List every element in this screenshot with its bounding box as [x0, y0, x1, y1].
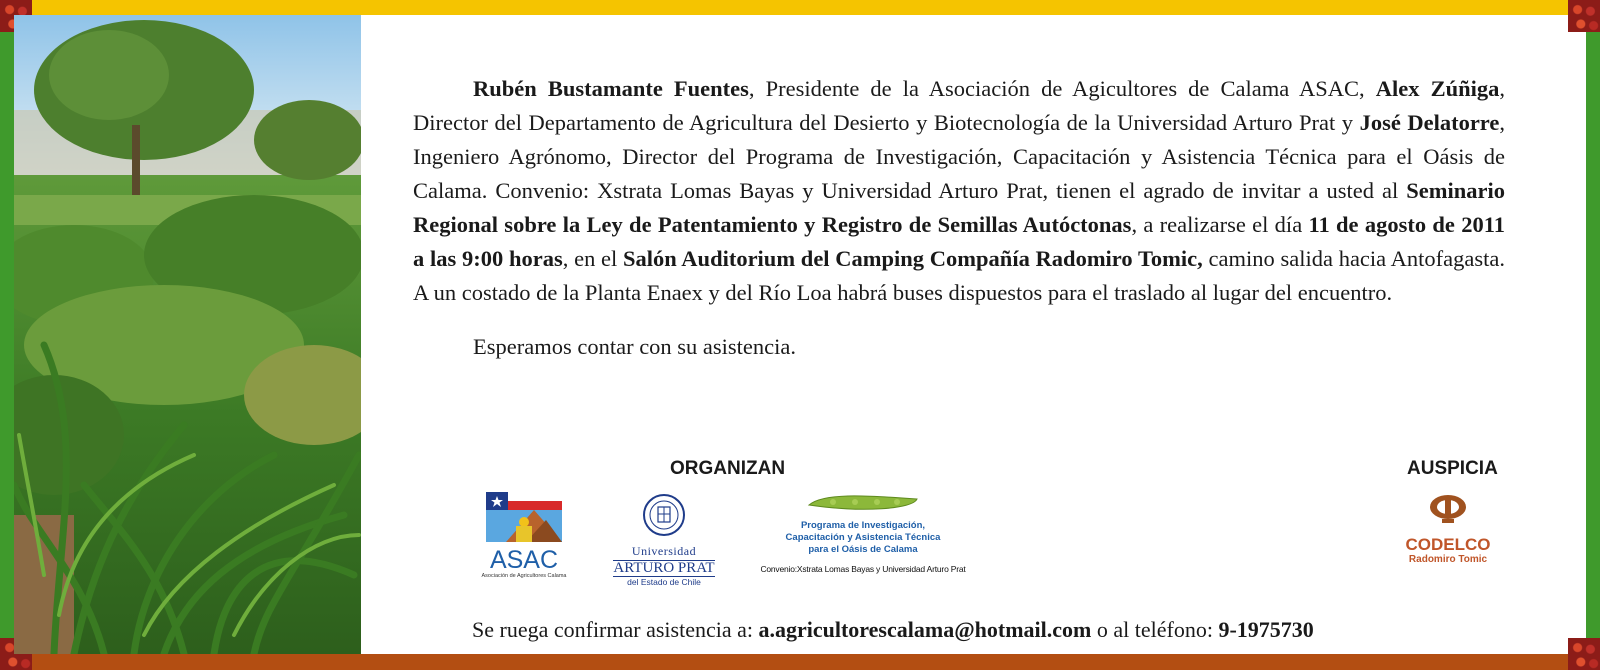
- invitation-body: [413, 72, 1505, 364]
- right-border: [1586, 15, 1600, 654]
- asac-logo: [474, 490, 574, 585]
- codelco-name: CODELCO: [1405, 535, 1491, 554]
- university-seal-icon: [642, 493, 686, 537]
- rsvp-prefix: Se ruega confirmar asistencia a:: [472, 617, 759, 642]
- left-border: [0, 15, 14, 654]
- top-border: [0, 0, 1600, 15]
- bottom-border: [0, 654, 1600, 670]
- sponsor-heading: AUSPICIA: [1407, 458, 1498, 479]
- programa-convenio: Convenio:Xstrata Lomas Bayas y Universidad Arturo Prat: [760, 564, 966, 574]
- rsvp-phone: 9-1975730: [1218, 617, 1314, 642]
- rsvp-line: [472, 617, 1314, 643]
- codelco-subtitle: Radomiro Tomic: [1408, 554, 1488, 565]
- organizers-heading: ORGANIZAN: [670, 458, 786, 479]
- corner-seed-ornament: [1568, 638, 1600, 670]
- invitation-paragraph: Rubén Bustamante Fuentes, Presidente de la Asociación de Agicultores de Calama ASAC, Alex Zúñiga, Director del Departamento de Agricultura del Desierto y Biotecnología de la Universidad Arturo Prat y José Delatorre, Ingeniero Agrónomo, Director del Programa de Investigación, Capacitación y Asistencia Técnica para el Oásis de Calama. Convenio: Xstrata Lomas Bayas y Universidad Arturo Prat, tienen el agrado de invitar a usted al Seminario Regional sobre la Ley de Patentamiento y Registro de Semillas Autóctonas, a realizarse el día 11 de agosto de 2011 a las 9:00 horas, en el Salón Auditorium del Camping Compañía Radomiro Tomic, camino salida hacia Antofagasta. A un costado de la Planta Enaex y del Río Loa habrá buses dispuestos para el traslado al lugar del encuentro.: [413, 76, 1506, 305]
- programa-logo: [748, 491, 978, 586]
- corner-seed-ornament: [1568, 0, 1600, 32]
- crop-field-photo: [14, 15, 361, 654]
- asac-emblem-icon: [486, 492, 562, 542]
- unap-line3: del Estado de Chile: [627, 577, 701, 587]
- unap-logo: [604, 493, 724, 587]
- asac-name: ASAC: [489, 546, 559, 574]
- unap-line2: ARTURO PRAT: [613, 560, 715, 576]
- codelco-emblem-icon: [1428, 494, 1468, 528]
- rsvp-email[interactable]: a.agricultorescalama@hotmail.com: [758, 617, 1092, 642]
- codelco-logo: [1398, 494, 1498, 564]
- rsvp-mid: o al teléfono:: [1091, 617, 1219, 642]
- programa-line3: para el Oásis de Calama: [808, 544, 918, 555]
- closing-line: Esperamos contar con su asistencia.: [473, 334, 797, 359]
- programa-line1: Programa de Investigación,: [800, 520, 926, 531]
- bean-pod-icon: [803, 491, 923, 515]
- programa-line2: Capacitación y Asistencia Técnica: [785, 532, 941, 543]
- asac-subtitle: Asociación de Agricultores Calama: [481, 573, 567, 579]
- unap-line1: Universidad: [631, 544, 697, 558]
